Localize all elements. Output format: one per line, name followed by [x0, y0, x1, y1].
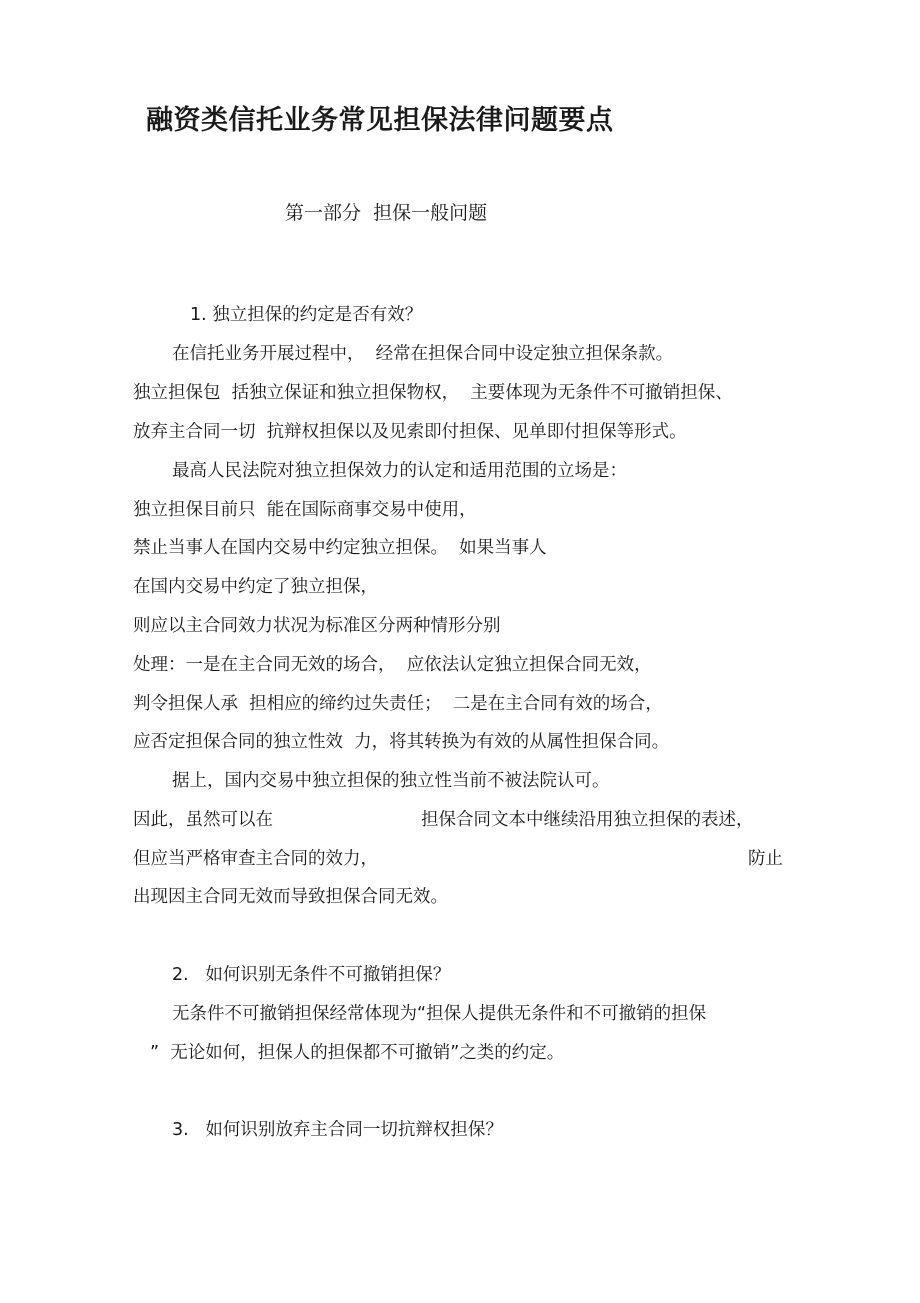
paragraph-line: 在国内交易中约定了独立担保，: [133, 577, 378, 597]
document-title: 融资类信托业务常见担保法律问题要点: [146, 105, 614, 136]
paragraph-line: ” 无论如何，担保人的担保都不可撤销”之类的约定。: [150, 1043, 565, 1063]
paragraph-line: 则应以主合同效力状况为标准区分两种情形分别: [133, 616, 501, 636]
paragraph-line: 放弃主合同一切 抗辩权担保以及见索即付担保、见单即付担保等形式。: [133, 422, 687, 442]
paragraph-line: 判令担保人承 担相应的缔约过失责任； 二是在主合同有效的场合，: [133, 694, 663, 714]
paragraph-line: 因此，虽然可以在: [133, 810, 273, 830]
section-title: 第一部分 担保一般问题: [285, 202, 488, 224]
paragraph-line: 出现因主合同无效而导致担保合同无效。: [133, 887, 448, 907]
paragraph-line: 最高人民法院对独立担保效力的认定和适用范围的立场是：: [172, 461, 627, 481]
paragraph-line: 防止: [748, 849, 783, 869]
paragraph-line: 独立担保包 括独立保证和独立担保物权， 主要体现为无条件不可撤销担保、: [133, 383, 733, 403]
paragraph-line: 禁止当事人在国内交易中约定独立担保。 如果当事人: [133, 538, 547, 558]
paragraph-line: 处理：一是在主合同无效的场合， 应依法认定独立担保合同无效，: [133, 655, 652, 675]
paragraph-line: 无条件不可撤销担保经常体现为“担保人提供无条件和不可撤销的担保: [172, 1004, 707, 1024]
question-1-heading: 1. 独立担保的约定是否有效？: [190, 305, 423, 325]
question-2-heading: 2. 如何识别无条件不可撤销担保？: [172, 965, 451, 985]
paragraph-line: 担保合同文本中继续沿用独立担保的表述，: [421, 810, 754, 830]
paragraph-line: 应否定担保合同的独立性效 力，将其转换为有效的从属性担保合同。: [133, 732, 670, 752]
paragraph-line: 据上，国内交易中独立担保的独立性当前不被法院认可。: [172, 771, 610, 791]
question-3-heading: 3. 如何识别放弃主合同一切抗辩权担保？: [172, 1120, 503, 1140]
paragraph-line: 在信托业务开展过程中， 经常在担保合同中设定独立担保条款。: [172, 344, 674, 364]
paragraph-line: 但应当严格审查主合同的效力，: [133, 849, 378, 869]
paragraph-line: 独立担保目前只 能在国际商事交易中使用，: [133, 500, 477, 520]
